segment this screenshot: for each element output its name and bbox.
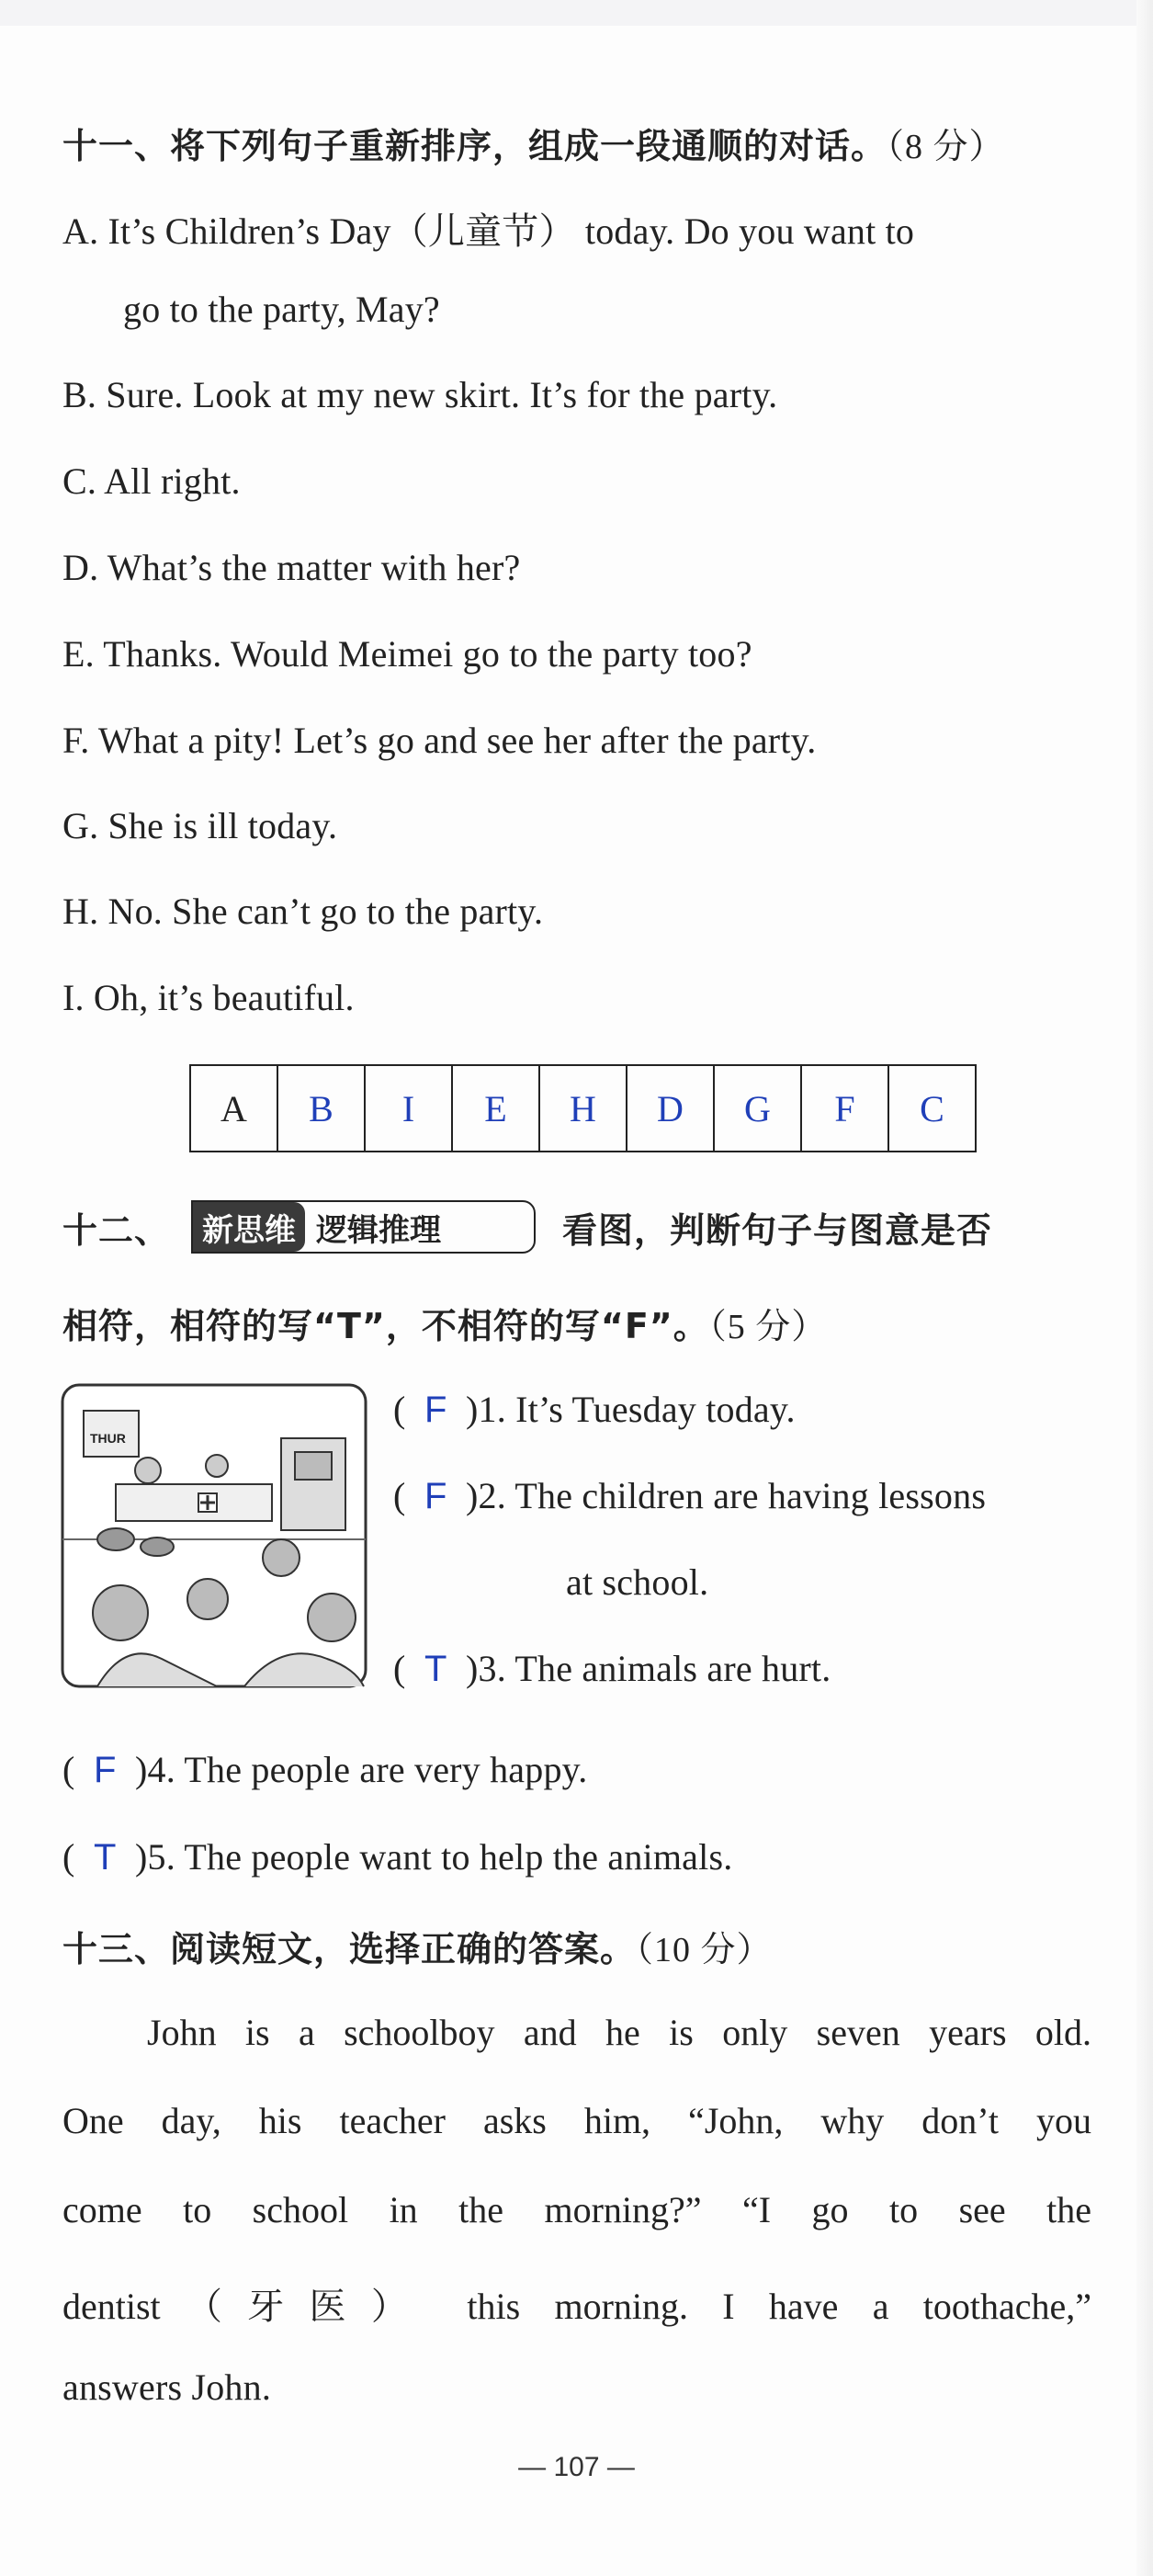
new-thinking-badge bbox=[191, 1200, 536, 1254]
passage-line-2: One day, his teacher asks him, “John, why don’t you bbox=[62, 2100, 1091, 2141]
section-11-points: （8 分） bbox=[887, 128, 1005, 166]
section-12-title-rest: 看图，判断句子与图意是否 bbox=[562, 1210, 993, 1251]
item-h: H. No. She can’t go to the party. bbox=[62, 891, 544, 932]
scene-illustration bbox=[61, 1383, 367, 1688]
item-d: D. What’s the matter with her? bbox=[62, 547, 521, 588]
section-11-title bbox=[62, 118, 1005, 168]
page-number: — 107 — bbox=[518, 2452, 635, 2482]
person-center-head-icon bbox=[263, 1539, 300, 1576]
order-cell-5[interactable]: D bbox=[627, 1065, 714, 1152]
tf-paren-open: ( bbox=[393, 1475, 406, 1516]
tf-answer-4[interactable]: F bbox=[93, 1750, 117, 1790]
tf-text-4: )4. The people are very happy. bbox=[134, 1749, 588, 1790]
order-cell-1[interactable]: B bbox=[277, 1065, 365, 1152]
tf-answer-3[interactable]: T bbox=[424, 1649, 447, 1689]
section-12-points: （5 分） bbox=[708, 1308, 828, 1346]
order-cell-4[interactable]: H bbox=[539, 1065, 627, 1152]
badge-new-thinking: 新思维 bbox=[193, 1202, 305, 1252]
passage-line-1: John is a schoolboy and he is only seven years old. bbox=[147, 2012, 1091, 2053]
order-cell-3[interactable]: E bbox=[452, 1065, 539, 1152]
tf-paren-open: ( bbox=[393, 1648, 406, 1689]
section-13-heading: 十三、阅读短文，选择正确的答案。 bbox=[62, 1929, 637, 1969]
door-window bbox=[295, 1452, 332, 1480]
item-b: B. Sure. Look at my new skirt. It’s for the party. bbox=[62, 374, 778, 415]
section-12-instruction: 相符，相符的写“T”，不相符的写“F”。 bbox=[62, 1306, 709, 1346]
calendar-label: THUR bbox=[90, 1431, 126, 1446]
animal-icon bbox=[97, 1528, 134, 1550]
passage-line-3: come to school in the morning?” “I go to see the bbox=[62, 2189, 1091, 2230]
page-edge-shadow bbox=[1136, 0, 1153, 2576]
item-g: G. She is ill today. bbox=[62, 805, 338, 846]
section-12-prefix: 十二、 bbox=[62, 1210, 171, 1251]
section-13-title bbox=[62, 1921, 773, 1971]
section-11-heading: 十一、将下列句子重新排序，组成一段通顺的对话。 bbox=[62, 126, 887, 166]
top-band bbox=[0, 0, 1153, 26]
passage-line-4: dentist（牙医） this morning. I have a toothache,” bbox=[62, 2286, 1091, 2327]
order-answer-table bbox=[189, 1064, 977, 1152]
item-f: F. What a pity! Let’s go and see her after the party. bbox=[62, 720, 817, 761]
tf-item-5 bbox=[62, 1835, 732, 1878]
tf-text-3: )3. The animals are hurt. bbox=[465, 1648, 831, 1689]
tf-answer-2[interactable]: F bbox=[424, 1476, 447, 1516]
tf-text-2: )2. The children are having lessons bbox=[465, 1475, 987, 1516]
badge-logic: 逻辑推理 bbox=[316, 1211, 441, 1249]
nurse-head-icon bbox=[206, 1455, 228, 1477]
tf-text-2-cont: at school. bbox=[566, 1561, 709, 1603]
tf-item-1 bbox=[393, 1388, 796, 1431]
tf-paren-open: ( bbox=[393, 1389, 406, 1430]
order-cell-6[interactable]: G bbox=[714, 1065, 801, 1152]
tf-answer-5[interactable]: T bbox=[93, 1837, 117, 1878]
item-a-line2: go to the party, May? bbox=[123, 289, 440, 330]
counter-icon bbox=[116, 1484, 272, 1521]
section-12-title-line2 bbox=[62, 1298, 827, 1348]
item-e: E. Thanks. Would Meimei go to the party too? bbox=[62, 633, 752, 675]
tf-answer-1[interactable]: F bbox=[424, 1390, 447, 1430]
tf-text-5: )5. The people want to help the animals. bbox=[134, 1836, 733, 1878]
item-a-line1: A. It’s Children’s Day（儿童节） today. Do you want to bbox=[62, 210, 915, 252]
tf-paren-open: ( bbox=[62, 1749, 75, 1790]
item-c: C. All right. bbox=[62, 460, 241, 502]
child-head-icon bbox=[187, 1579, 228, 1619]
order-row bbox=[190, 1065, 976, 1152]
order-cell-7[interactable]: F bbox=[801, 1065, 888, 1152]
order-cell-2[interactable]: I bbox=[365, 1065, 452, 1152]
doctor-head-icon bbox=[135, 1458, 161, 1483]
person-right-head-icon bbox=[308, 1594, 356, 1641]
tf-paren-open: ( bbox=[62, 1836, 75, 1878]
animal-icon bbox=[141, 1538, 174, 1556]
section-13-points: （10 分） bbox=[636, 1931, 773, 1969]
tf-item-2 bbox=[393, 1474, 986, 1517]
tf-text-1: )1. It’s Tuesday today. bbox=[465, 1389, 796, 1430]
order-cell-8[interactable]: C bbox=[888, 1065, 976, 1152]
passage-line-5: answers John. bbox=[62, 2366, 272, 2408]
tf-item-3 bbox=[393, 1647, 831, 1690]
order-cell-given: A bbox=[190, 1065, 277, 1152]
person-left-head-icon bbox=[93, 1585, 148, 1640]
item-i: I. Oh, it’s beautiful. bbox=[62, 977, 355, 1018]
tf-item-4 bbox=[62, 1748, 587, 1791]
